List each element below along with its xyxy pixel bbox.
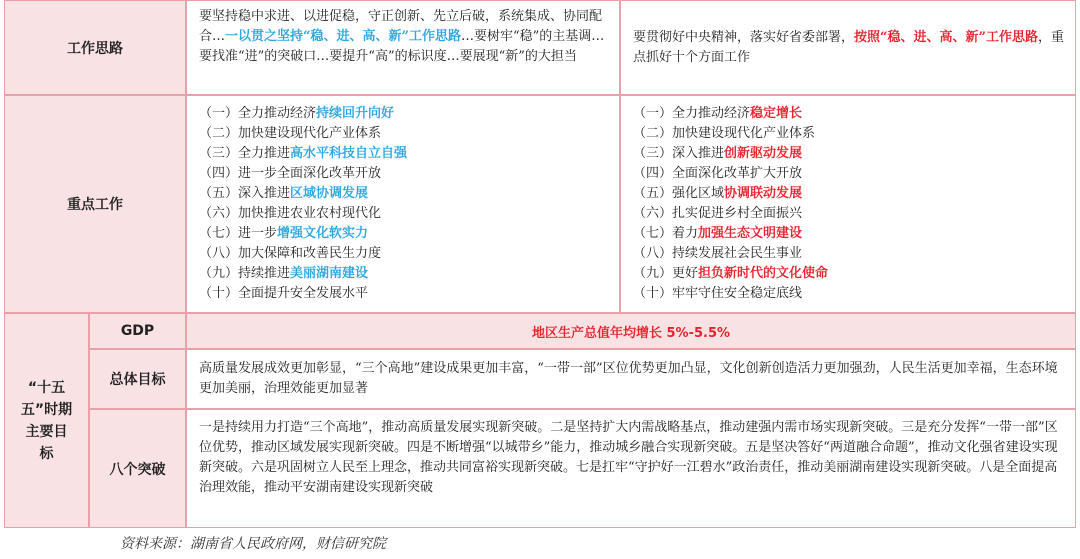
overall-goal-label: 总体目标 (89, 349, 186, 409)
list-item (199, 104, 609, 124)
highlight-text: 美丽湖南建设 (290, 266, 369, 281)
list-item (633, 164, 1065, 184)
list-item (199, 284, 609, 304)
source-note: 资料来源：湖南省人民政府网，财信研究院 (120, 536, 386, 552)
highlight-text: 创新驱动发展 (724, 146, 803, 161)
approach-right-text (620, 0, 1076, 95)
text-segment: （一）全力推动经济 (633, 106, 751, 121)
gdp-label: GDP (89, 313, 186, 349)
text-segment: （九）持续推进 (199, 266, 291, 281)
text-segment: 要坚持稳中求进、以进促稳，守正创新、先立后破，系统集成、协同配合… (199, 9, 603, 44)
text-segment: （七）着力 (633, 226, 699, 241)
text-segment: （七）进一步 (199, 226, 278, 241)
text-segment: （三）全力推进 (199, 146, 291, 161)
highlight-text: 一以贯之坚持“稳、进、高、新”工作思路 (225, 29, 461, 44)
approach-left-text (186, 0, 620, 95)
key-work-right-list (620, 95, 1076, 313)
list-item (633, 204, 1065, 224)
text-segment: （十）全面提升安全发展水平 (199, 286, 369, 301)
highlight-text: 加强生态文明建设 (698, 226, 803, 241)
highlight-text: 增强文化软实力 (277, 226, 369, 241)
list-item (633, 224, 1065, 244)
text-segment: （八）加大保障和改善民生力度 (199, 246, 382, 261)
list-item (199, 144, 609, 164)
text-segment: …要树牢“稳”的主基调…要找准“进”的突破口…要提升“高”的标识度…要展现“新”的大担当 (199, 29, 605, 64)
text-segment: （三）深入推进 (633, 146, 725, 161)
text-segment: ，重点抓好十个方面工作 (633, 30, 1064, 65)
highlight-text: 持续回升向好 (316, 106, 395, 121)
text-segment: （五）深入推进 (199, 186, 291, 201)
list-item (633, 144, 1065, 164)
list-item (633, 264, 1065, 284)
eight-breakthroughs-label: 八个突破 (89, 409, 186, 528)
list-item (633, 104, 1065, 124)
eight-breakthroughs-text: 一是持续用力打造“三个高地”，推动高质量发展实现新突破。二是坚持扩大内需战略基点，推动建强内需市场实现新突破。三是充分发挥“一带一部”区位优势，推动区域发展实现新突破。四是不断增强“以城带乡”能力，推动城乡融合实现新突破。五是坚决答好“两道融合命题”，推动文化强省建设实现新突破。六是巩固树立人民至上理念，推动共同富裕实现新突破。七是扛牢“守护好一江碧水”政治责任，推动美丽湖南建设实现新突破。八是全面提高治理效能，推动平安湖南建设实现新突破 (186, 409, 1076, 528)
overall-goal-text: 高质量发展成效更加彰显，“三个高地”建设成果更加丰富，“一带一部”区位优势更加凸显，文化创新创造活力更加强劲，人民生活更加幸福，生态环境更加美丽，治理效能更加显著 (186, 349, 1076, 409)
text-segment: 要贯彻好中央精神，落实好省委部署， (633, 30, 855, 45)
text-segment: （十）牢牢守住安全稳定底线 (633, 286, 803, 301)
row-label-approach: 工作思路 (4, 0, 186, 95)
text-segment: （四）进一步全面深化改革开放 (199, 166, 382, 181)
comparison-table (4, 0, 1076, 528)
list-item (199, 164, 609, 184)
list-item (633, 284, 1065, 304)
list-item (199, 204, 609, 224)
row-label-key-work: 重点工作 (4, 95, 186, 313)
text-segment: （八）持续发展社会民生事业 (633, 246, 803, 261)
list-item (633, 124, 1065, 144)
text-segment: （六）扎实促进乡村全面振兴 (633, 206, 803, 221)
text-segment: （一）全力推动经济 (199, 106, 317, 121)
gdp-target: 地区生产总值年均增长 5%-5.5% (186, 313, 1076, 349)
row-label-goals: “十五五”时期主要目标 (4, 313, 89, 528)
text-segment: （二）加快建设现代化产业体系 (199, 126, 382, 141)
highlight-text: 高水平科技自立自强 (290, 146, 408, 161)
highlight-text: 按照“稳、进、高、新”工作思路 (854, 30, 1038, 45)
list-item (199, 264, 609, 284)
text-segment: （四）全面深化改革扩大开放 (633, 166, 803, 181)
list-item (199, 184, 609, 204)
highlight-text: 协调联动发展 (724, 186, 803, 201)
highlight-text: 区域协调发展 (290, 186, 369, 201)
list-item (199, 224, 609, 244)
text-segment: （六）加快推进农业农村现代化 (199, 206, 382, 221)
text-segment: （九）更好 (633, 266, 699, 281)
text-segment: （二）加快建设现代化产业体系 (633, 126, 816, 141)
list-item (199, 244, 609, 264)
text-segment: （五）强化区域 (633, 186, 725, 201)
highlight-text: 担负新时代的文化使命 (698, 266, 829, 281)
list-item (633, 244, 1065, 264)
list-item (633, 184, 1065, 204)
list-item (199, 124, 609, 144)
highlight-text: 稳定增长 (750, 106, 803, 121)
key-work-left-list (186, 95, 620, 313)
